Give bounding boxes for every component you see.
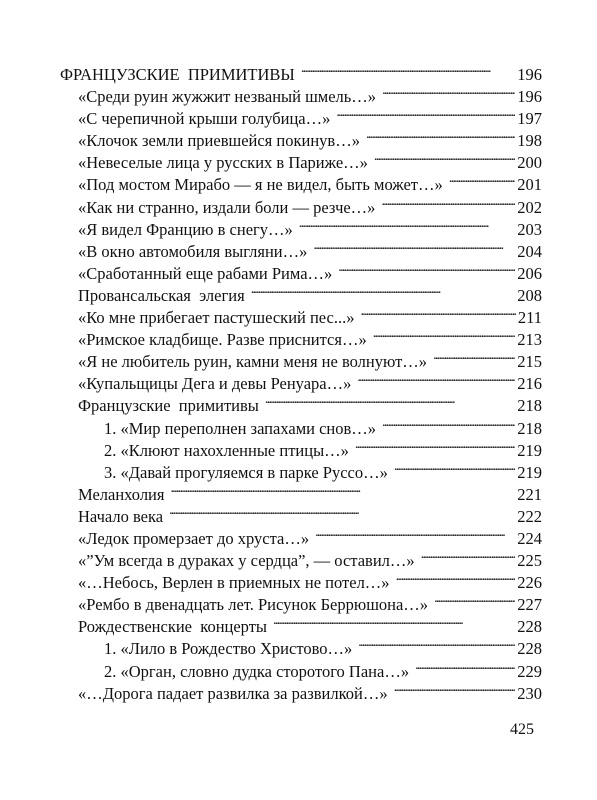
toc-entry-title: Провансальская элегия (78, 285, 245, 305)
dot-leader (431, 345, 515, 367)
dot-leader (380, 412, 515, 434)
toc-entry-title: «Невеселые лица у русских в Париже…» (78, 153, 368, 173)
toc-entry-title: ФРАНЦУЗСКИЕ ПРИМИТИВЫ (60, 65, 295, 84)
dot-leader (263, 389, 515, 411)
toc-entry-title: Меланхолия (78, 484, 165, 504)
dot-leader (297, 213, 515, 235)
dot-leader (380, 80, 515, 102)
toc-entry-page: 222 (517, 506, 542, 526)
toc-entry-page: 200 (517, 153, 542, 173)
toc-entry-title: «Ко мне прибегает пастушеский пес...» (78, 308, 355, 328)
toc-entry-title: «Ледок промерзает до хруста…» (78, 528, 310, 548)
toc-entry-title: «Как ни странно, издали боли — резче…» (78, 197, 376, 217)
toc-entry-page: 226 (517, 573, 542, 593)
toc-entry-page: 219 (517, 440, 542, 460)
toc-entry-title: «…Небось, Верлен в приемных не потел…» (78, 573, 390, 593)
table-of-contents (60, 58, 542, 703)
toc-entry-page: 196 (517, 65, 542, 84)
toc-entry-title: «Я не любитель руин, камни меня не волнуют…» (78, 352, 428, 372)
dot-leader (372, 146, 515, 168)
dot-leader (432, 588, 515, 610)
toc-entry-page: 203 (517, 219, 542, 239)
dot-leader (168, 478, 515, 500)
toc-entry-page: 196 (517, 87, 542, 107)
dot-leader (371, 323, 516, 345)
dot-leader (353, 434, 515, 456)
dot-leader (249, 279, 516, 301)
toc-entry-title: Начало века (78, 506, 164, 526)
dot-leader (413, 655, 515, 677)
dot-leader (167, 500, 515, 522)
toc-entry-page: 227 (517, 595, 542, 615)
dot-leader (419, 544, 516, 566)
toc-entry-page: 208 (517, 285, 542, 305)
toc-entry-page: 211 (517, 308, 542, 328)
dot-leader (271, 610, 515, 632)
toc-entry-page: 221 (517, 484, 542, 504)
toc-entry-title: «Римское кладбище. Разве приснится…» (78, 330, 367, 350)
toc-entry-page: 218 (517, 396, 542, 416)
toc-entry-page: 197 (517, 109, 542, 129)
dot-leader (356, 632, 515, 654)
dot-leader (394, 566, 516, 588)
toc-entry-title: «С черепичной крыши голубица…» (78, 109, 331, 129)
toc-entry-page: 224 (517, 528, 542, 548)
toc-entry-title: «Сработанный еще рабами Рима…» (78, 263, 333, 283)
dot-leader (359, 301, 516, 323)
dot-leader (392, 677, 516, 699)
toc-entry-page: 228 (517, 617, 542, 637)
toc-entry-page: 228 (517, 639, 542, 659)
dot-leader (364, 124, 515, 146)
dot-leader (392, 456, 515, 478)
toc-entry-title: «Купальщицы Дега и девы Ренуара…» (78, 374, 352, 394)
dot-leader (379, 191, 515, 213)
toc-entry-page: 215 (517, 352, 542, 372)
toc-entry-title: 2. «Орган, словно дудка стоpотого Пана…» (104, 661, 410, 681)
toc-entry-title: Рождественские концерты (78, 617, 268, 637)
toc-entry-page: 202 (517, 197, 542, 217)
toc-entry-title: «”Ум всегда в дураках у сердца”, — оставил…» (78, 551, 415, 571)
toc-entry-title: «Рембо в двенадцать лет. Рисунок Беррюшона…» (78, 595, 429, 615)
dot-leader (311, 235, 515, 257)
toc-entry-page: 219 (517, 462, 542, 482)
toc-entry-title: «Клочок земли приевшейся покинув…» (78, 131, 360, 151)
toc-section-heading (60, 58, 542, 84)
dot-leader (336, 257, 515, 279)
toc-entry-title: 3. «Давай прогуляемся в парке Руссо…» (104, 462, 388, 482)
toc-entry-page: 198 (517, 131, 542, 151)
toc-entry-page: 204 (517, 241, 542, 261)
toc-entry-page: 230 (517, 683, 542, 703)
toc-entry-title: «Среди руин жужжит незваный шмель…» (78, 87, 377, 107)
toc-entry-page: 206 (517, 263, 542, 283)
toc-entry-title: «Я видел Францию в снегу…» (78, 219, 293, 239)
page-number: 425 (510, 721, 534, 738)
dot-leader (447, 168, 515, 190)
dot-leader (299, 58, 515, 80)
toc-entry-page: 229 (517, 661, 542, 681)
toc-entry-page: 225 (517, 551, 542, 571)
toc-entry-title: «В окно автомобиля выгляни…» (78, 241, 308, 261)
toc-entry-page: 218 (517, 418, 542, 438)
toc-entry-title: 2. «Клюют нахохленные птицы…» (104, 440, 349, 460)
toc-entry-title: Французские примитивы (78, 396, 259, 416)
toc-entry-title: 1. «Лило в Рождество Христово…» (104, 639, 353, 659)
toc-entry-page: 213 (517, 330, 542, 350)
dot-leader (334, 102, 515, 124)
toc-entry-page: 216 (517, 374, 542, 394)
dot-leader (355, 367, 515, 389)
toc-entry-page: 201 (517, 175, 542, 195)
toc-entry-title: «…Дорога падает развилка за развилкой…» (78, 683, 388, 703)
toc-entry-title: 1. «Мир переполнен запахами снов…» (104, 418, 377, 438)
toc-entry-title: «Под мостом Мирабо — я не видел, быть может…» (78, 175, 443, 195)
dot-leader (313, 522, 515, 544)
